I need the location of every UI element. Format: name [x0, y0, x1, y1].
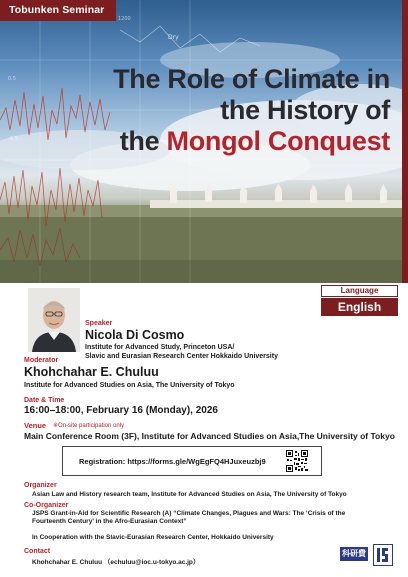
language-label: Language: [321, 285, 398, 297]
moderator-name: Khohchahar E. Chuluu: [24, 365, 159, 379]
title-line-3: [113, 126, 390, 157]
svg-text:0.5: 0.5: [8, 76, 16, 82]
accent-strip: [402, 0, 408, 283]
contact-value[interactable]: Khohchahar E. Chuluu （echuluu@ioc.u-tokyo.ac.jp）: [32, 559, 200, 566]
registration-link[interactable]: Registration: https://forms.gle/WgEgFQ4HJuxeuzbj9: [79, 457, 266, 466]
speaker-name: Nicola Di Cosmo: [85, 328, 185, 342]
cooperation-value: In Cooperation with the Slavic-Eurasian Research Center, Hokkaido University: [32, 534, 274, 541]
kakenhi-logo: 科研費: [340, 547, 368, 561]
venue-label: Venue: [24, 421, 47, 430]
moderator-affiliation: Institute for Advanced Studies on Asia, The University of Tokyo: [24, 382, 235, 389]
svg-text:-0.5: -0.5: [8, 136, 18, 142]
speaker-affiliation-line-2: Slavic and Eurasian Research Center Hokkaido University: [85, 353, 278, 360]
svg-text:1200: 1200: [118, 16, 131, 22]
registration-box: [62, 446, 322, 476]
venue-value: Main Conference Room (3F), Institute for Advanced Studies on Asia,The University of Tokyo: [24, 431, 395, 441]
title-line-2: the History of: [220, 95, 390, 125]
speaker-photo: [28, 288, 80, 352]
organizer-label: Organizer: [24, 482, 57, 489]
speaker-affiliation: [85, 343, 278, 361]
chart-overlay-dry-label: Dry: [168, 34, 179, 41]
speaker-label: Speaker: [85, 320, 113, 327]
moderator-label: Moderator: [24, 357, 59, 364]
date-value: 16:00–18:00, February 16 (Monday), 2026: [24, 405, 218, 416]
venue-note: ※On-site participation only: [53, 423, 125, 429]
title-line-3-prefix: the: [119, 126, 167, 156]
language-value: English: [321, 298, 398, 316]
event-title: [113, 64, 390, 157]
title-line-1: The Role of Climate in: [113, 64, 390, 94]
speaker-portrait-icon: [28, 288, 80, 352]
co-organizer-label: Co-Organizer: [24, 502, 69, 509]
series-badge: Tobunken Seminar: [0, 0, 116, 21]
date-label: Date & Time: [24, 397, 65, 404]
qr-code-icon[interactable]: [285, 449, 309, 473]
title-accent: Mongol Conquest: [166, 126, 390, 156]
co-organizer-value: JSPS Grant-in-Aid for Scientific Research (A) “Climate Changes, Plagues and Wars: The ‘Crisis of the Fourteenth Century’ in the Afro-Eurasian Context”: [32, 510, 346, 525]
language-box: [321, 285, 398, 316]
speaker-affiliation-line-1: Institute for Advanced Study, Princeton USA/: [85, 344, 235, 351]
hero-banner: [0, 0, 408, 283]
organizer-value: Asian Law and History research team, Institute for Advanced Studies on Asia, The University of Tokyo: [32, 491, 347, 498]
contact-label: Contact: [24, 548, 51, 555]
ioc-logo-icon: [373, 544, 393, 566]
